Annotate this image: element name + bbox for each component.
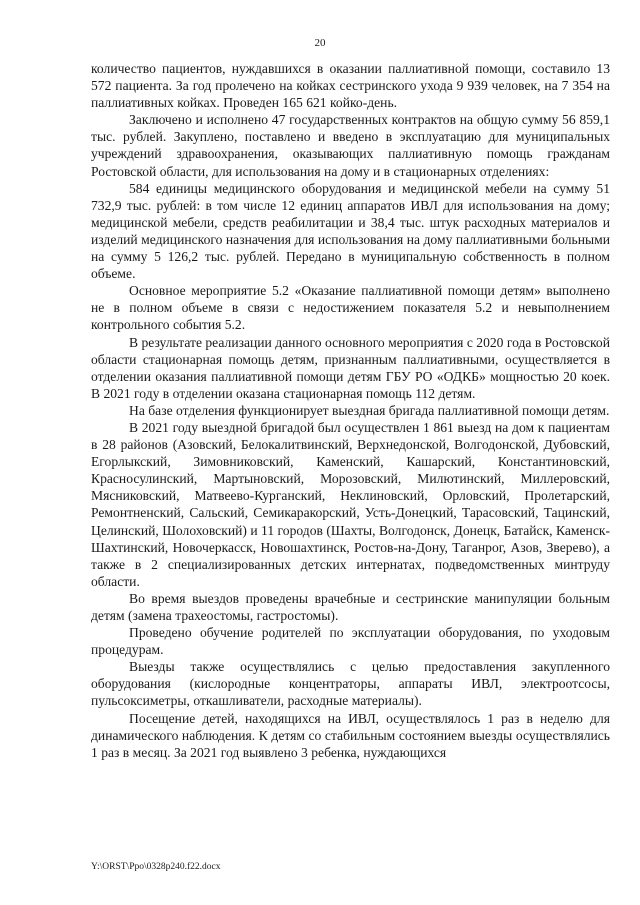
paragraph-results-2020: В результате реализации данного основного мероприятия с 2020 года в Ростовской области стационарная помощь детям, признанным паллиативными, осуществляется в отделении оказания паллиативной помощи детям ГБУ РО «ОДКБ» мощностью 20 коек. В 2021 году в отделении оказана стационарная помощь 112 детям. xyxy=(91,334,610,401)
paragraph-contracts: Заключено и исполнено 47 государственных контрактов на общую сумму 56 859,1 тыс. рублей. Закуплено, поставлено и введено в эксплуатацию для муниципальных учреждений здравоохранения, оказывающих паллиативную помощь гражданам Ростовской области, для использования на дому и в стационарных отделениях: xyxy=(91,112,610,179)
paragraph-mobile-team: На базе отделения функционирует выездная бригада паллиативной помощи детям. xyxy=(129,402,610,418)
document-body xyxy=(91,60,610,761)
footer-file-path: Y:\ORST\Ppo\0328p240.f22.docx xyxy=(91,862,221,872)
paragraph-home-visits: В 2021 году выездной бригадой был осуществлен 1 861 выезд на дом к пациентам в 28 районов (Азовский, Белокалитвинский, Верхнедонской, Волгодонской, Дубовский, Егорлыкский, Зимовниковский, Каменский, Кашарский, Константиновский, Красносулинский, Мартыновский, Морозовский, Милютинский, Миллеровский, Мясниковский, Матвеево-Курганский, Неклиновский, Орловский, Пролетарский, Ремонтненский, Сальский, Семикаракорский, Усть-Донецкий, Тарасовский, Тацинский, Целинский, Шолоховский) и 11 городов (Шахты, Волгодонск, Донецк, Батайск, Каменск-Шахтинский, Новочеркасск, Новошахтинск, Ростов-на-Дону, Таганрог, Азов, Зверево), а также в 2 специализированных детских интернатах, подведомственных минтруду области. xyxy=(91,419,610,589)
page-number: 20 xyxy=(314,37,326,49)
paragraph-ventilator-visits: Посещение детей, находящихся на ИВЛ, осуществлялось 1 раз в неделю для динамического наблюдения. К детям со стабильным состоянием выезды осуществлялись 1 раз в месяц. За 2021 год выявлено 3 ребенка, нуждающихся xyxy=(91,710,610,760)
paragraph-patients-count: количество пациентов, нуждавшихся в оказании паллиативной помощи, составило 13 572 пациента. За год пролечено на койках сестринского ухода 9 939 человек, на 7 354 на паллиативных койках. Проведен 165 621 койко-день. xyxy=(91,61,610,111)
paragraph-equipment-delivery: Выезды также осуществлялись с целью предоставления закупленного оборудования (кислородные концентраторы, аппараты ИВЛ, электроотсосы, пульсоксиметры, откашливатели, расходные материалы). xyxy=(91,659,610,709)
paragraph-parent-training: Проведено обучение родителей по эксплуатации оборудования, по уходовым процедурам. xyxy=(91,625,610,658)
paragraph-equipment: 584 единицы медицинского оборудования и медицинской мебели на сумму 51 732,9 тыс. рублей: в том числе 12 единиц аппаратов ИВЛ для использования на дому; медицинской мебели, средств реабилитации и 38,4 тыс. штук расходных материалов и изделий медицинского назначения для использования на дому паллиативными больными на сумму 5 126,2 тыс. рублей. Передано в муниципальную собственность в полном объеме. xyxy=(91,180,610,282)
paragraph-manipulations: Во время выездов проведены врачебные и сестринские манипуляции больным детям (замена трахеостомы, гастростомы). xyxy=(91,590,610,623)
paragraph-measure-5-2: Основное мероприятие 5.2 «Оказание паллиативной помощи детям» выполнено не в полном объеме в связи с недостижением показателя 5.2 и невыполнением контрольного события 5.2. xyxy=(91,283,610,333)
